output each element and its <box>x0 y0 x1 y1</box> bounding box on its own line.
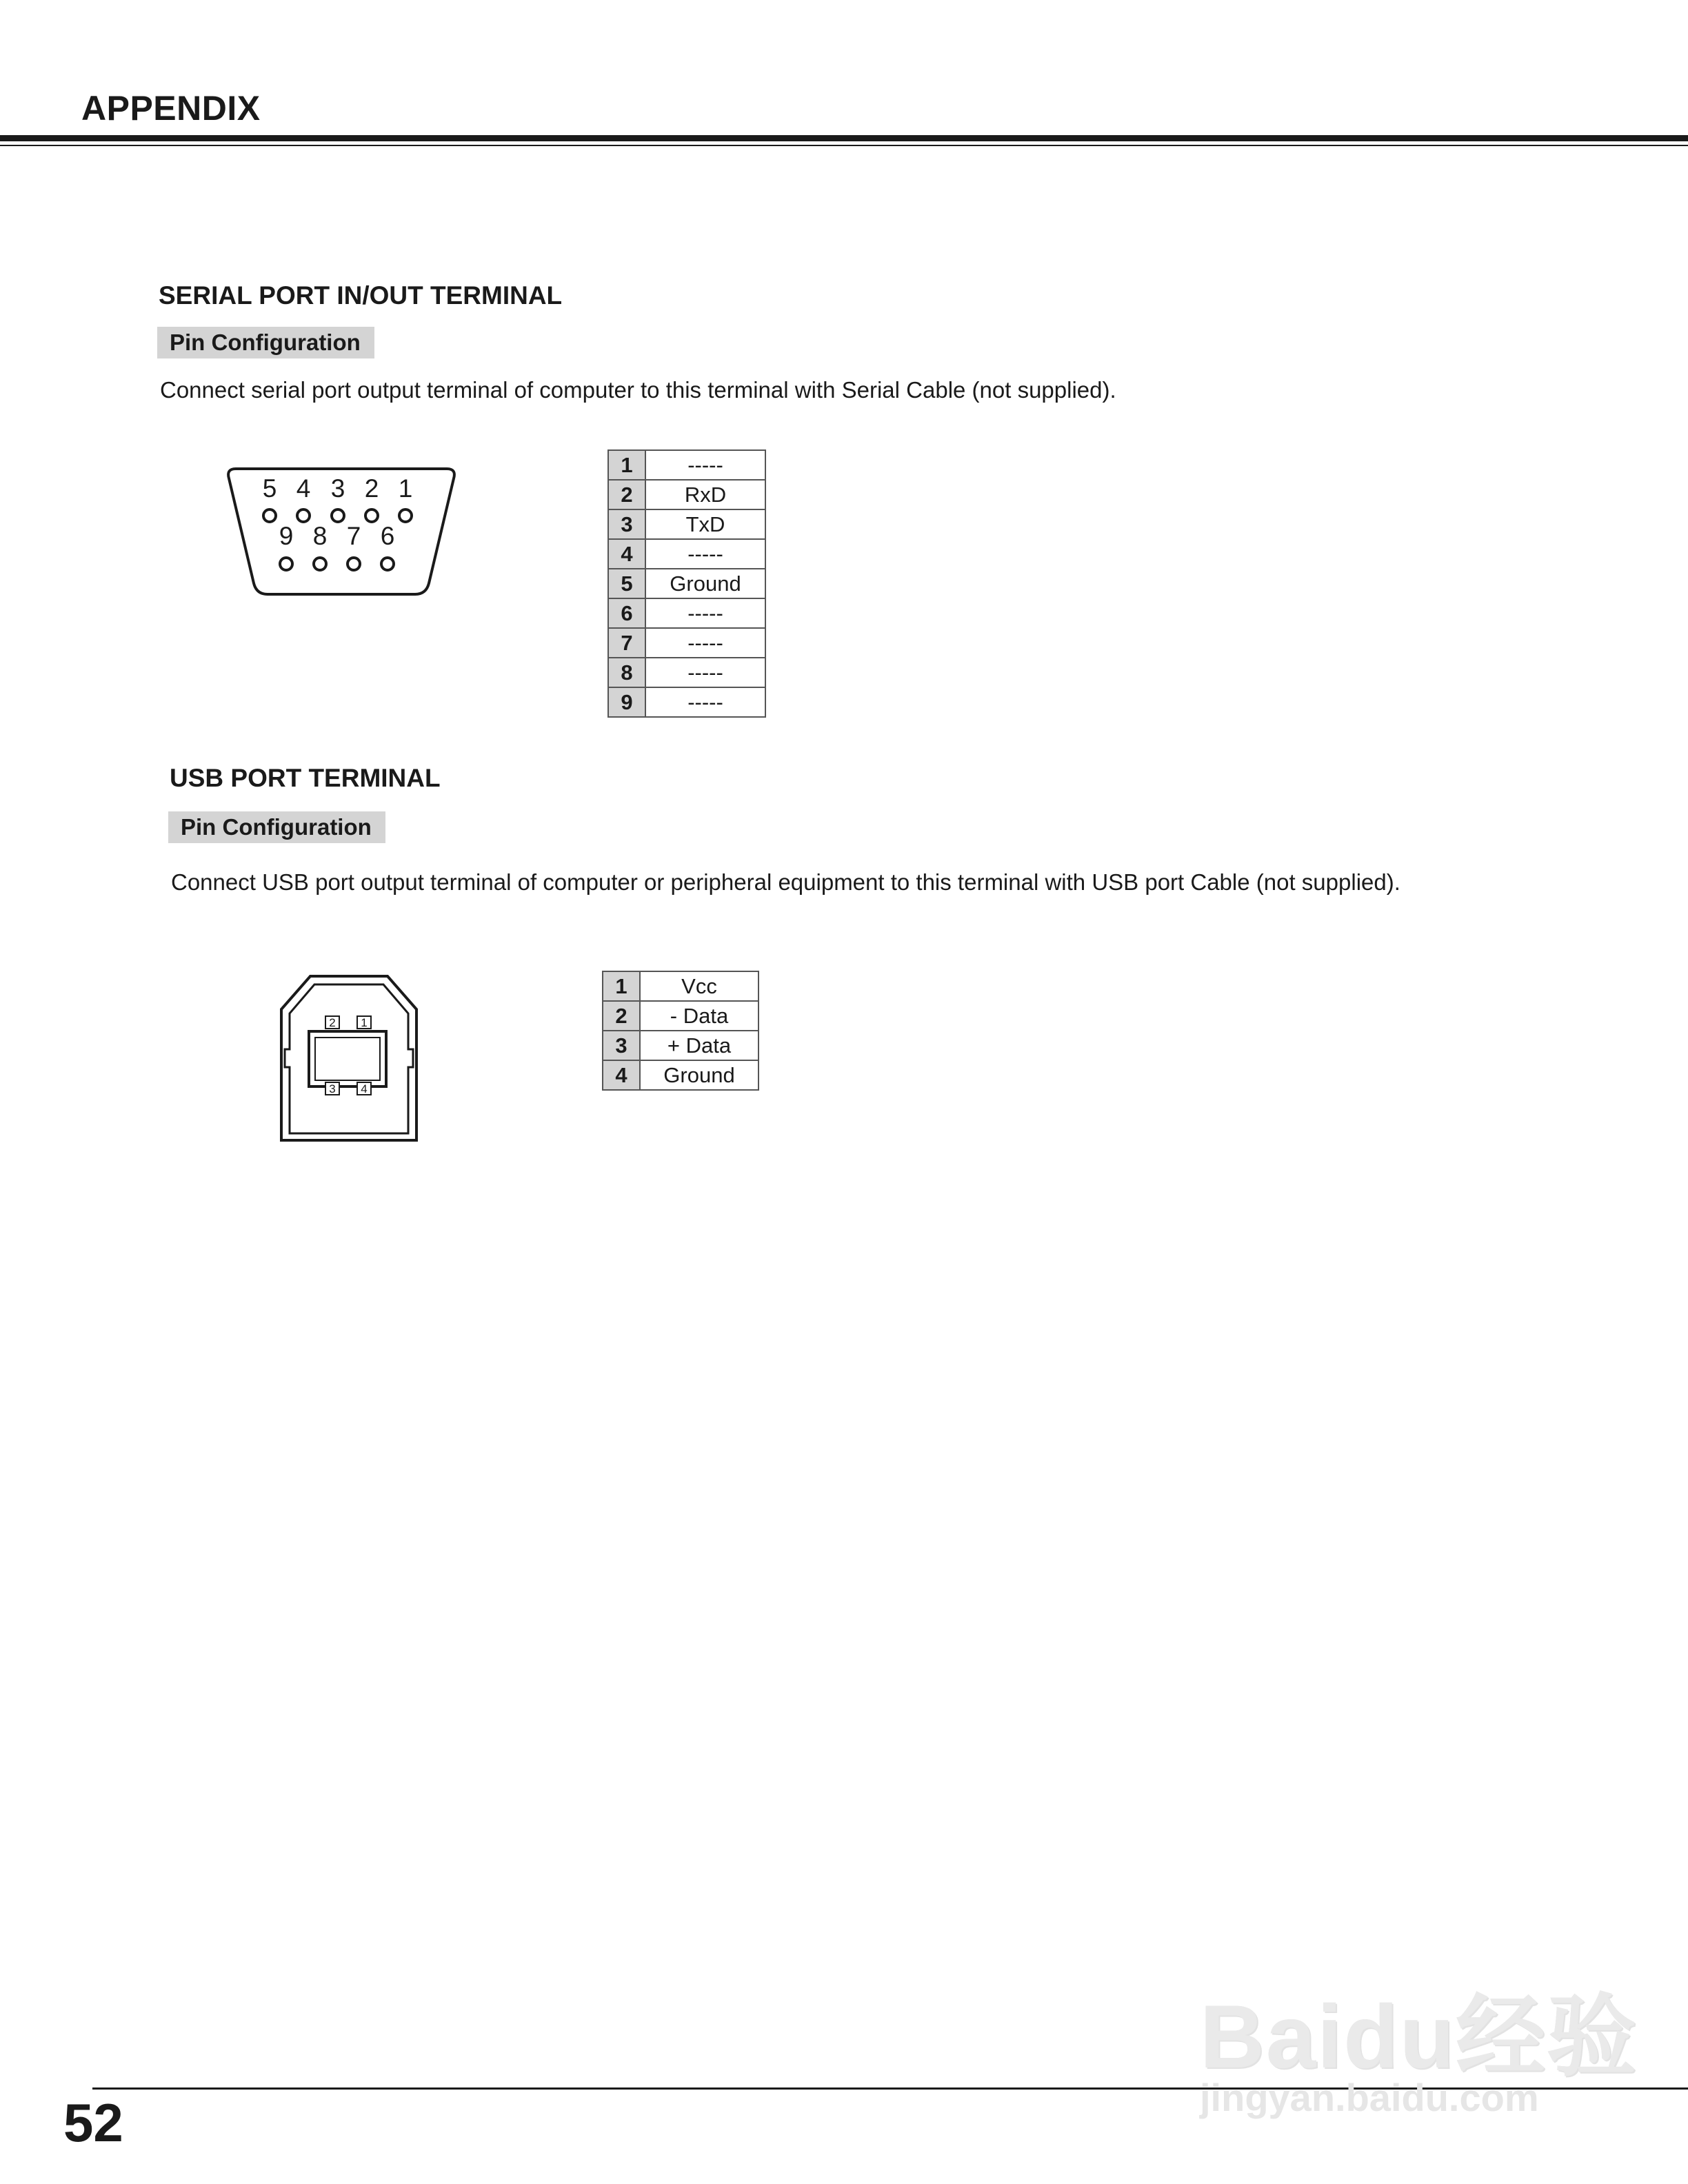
pin-signal: - Data <box>640 1001 758 1031</box>
pin-number: 8 <box>608 658 645 687</box>
pin-signal: ----- <box>645 450 765 480</box>
dsub-pin-hole <box>314 558 326 570</box>
table-row <box>608 480 765 509</box>
dsub-pin-hole <box>399 509 412 522</box>
pin-signal: Ground <box>645 569 765 598</box>
dsub-pin-label: 2 <box>364 474 379 503</box>
dsub-pin-hole <box>381 558 394 570</box>
pin-number: 5 <box>608 569 645 598</box>
pin-signal: ----- <box>645 598 765 628</box>
pin-number: 7 <box>608 628 645 658</box>
usb-description: Connect USB port output terminal of computer or peripheral equipment to this terminal with USB port Cable (not supplied). <box>171 869 1400 895</box>
serial-description: Connect serial port output terminal of computer to this terminal with Serial Cable (not supplied). <box>160 377 1116 403</box>
usb-b-connector-diagram <box>276 972 421 1144</box>
usb-section-title: USB PORT TERMINAL <box>170 764 441 792</box>
header-rule <box>0 135 1688 141</box>
serial-pin-table <box>607 449 766 718</box>
pin-signal: Vcc <box>640 971 758 1001</box>
usb-pin-label: 2 <box>329 1016 336 1029</box>
watermark-logo: Baidu经验 <box>1200 1986 1638 2087</box>
table-row <box>608 628 765 658</box>
dsub-pin-label: 1 <box>398 474 413 503</box>
dsub-pin-label: 5 <box>262 474 277 503</box>
pin-number: 4 <box>608 539 645 569</box>
dsub-pin-label: 4 <box>296 474 311 503</box>
table-row <box>608 450 765 480</box>
header-rule-thin <box>0 145 1688 146</box>
pin-number: 9 <box>608 687 645 717</box>
table-row <box>608 509 765 539</box>
pin-signal: Ground <box>640 1060 758 1090</box>
pin-number: 6 <box>608 598 645 628</box>
dsub-pin-label: 7 <box>346 522 361 550</box>
pin-signal: ----- <box>645 539 765 569</box>
table-row <box>608 687 765 717</box>
pin-signal: TxD <box>645 509 765 539</box>
usb-pin-table <box>602 971 759 1091</box>
page-header-title: APPENDIX <box>81 89 261 128</box>
dsub-pin-label: 6 <box>380 522 395 550</box>
dsub-pin-hole <box>365 509 378 522</box>
dsub-pin-label: 9 <box>279 522 294 550</box>
usb-contact-block-inner <box>315 1038 380 1080</box>
table-row <box>608 598 765 628</box>
dsub-pin-label: 8 <box>312 522 328 550</box>
pin-number: 4 <box>603 1060 640 1090</box>
pin-signal: + Data <box>640 1031 758 1060</box>
pin-signal: ----- <box>645 687 765 717</box>
pin-signal: ----- <box>645 658 765 687</box>
dsub-pin-label: 3 <box>330 474 345 503</box>
usb-pin-label: 1 <box>361 1016 368 1029</box>
table-row <box>608 569 765 598</box>
pin-number: 3 <box>603 1031 640 1060</box>
serial-section-title: SERIAL PORT IN/OUT TERMINAL <box>159 281 563 310</box>
page-number: 52 <box>63 2092 123 2153</box>
table-row <box>603 1001 758 1031</box>
table-row <box>603 971 758 1001</box>
dsub-pin-hole <box>280 558 292 570</box>
usb-shell-inner <box>285 984 413 1133</box>
pin-number: 2 <box>608 480 645 509</box>
pin-signal: ----- <box>645 628 765 658</box>
dsub-pin-hole <box>332 509 344 522</box>
pin-signal: RxD <box>645 480 765 509</box>
usb-contact-block <box>309 1031 386 1086</box>
watermark-url: jingyan.baidu.com <box>1200 2076 1539 2119</box>
usb-pin-label: 4 <box>361 1082 368 1095</box>
table-row <box>603 1060 758 1090</box>
table-row <box>608 658 765 687</box>
dsub-pin-hole <box>348 558 360 570</box>
table-row <box>603 1031 758 1060</box>
pin-number: 1 <box>603 971 640 1001</box>
pin-number: 3 <box>608 509 645 539</box>
usb-pin-label: 3 <box>329 1082 336 1095</box>
dsub9-connector-diagram <box>221 462 462 600</box>
serial-pin-config-label: Pin Configuration <box>157 327 374 358</box>
pin-number: 2 <box>603 1001 640 1031</box>
usb-pin-config-label: Pin Configuration <box>168 811 385 843</box>
table-row <box>608 539 765 569</box>
pin-number: 1 <box>608 450 645 480</box>
dsub-pin-hole <box>263 509 276 522</box>
dsub-pin-hole <box>297 509 310 522</box>
